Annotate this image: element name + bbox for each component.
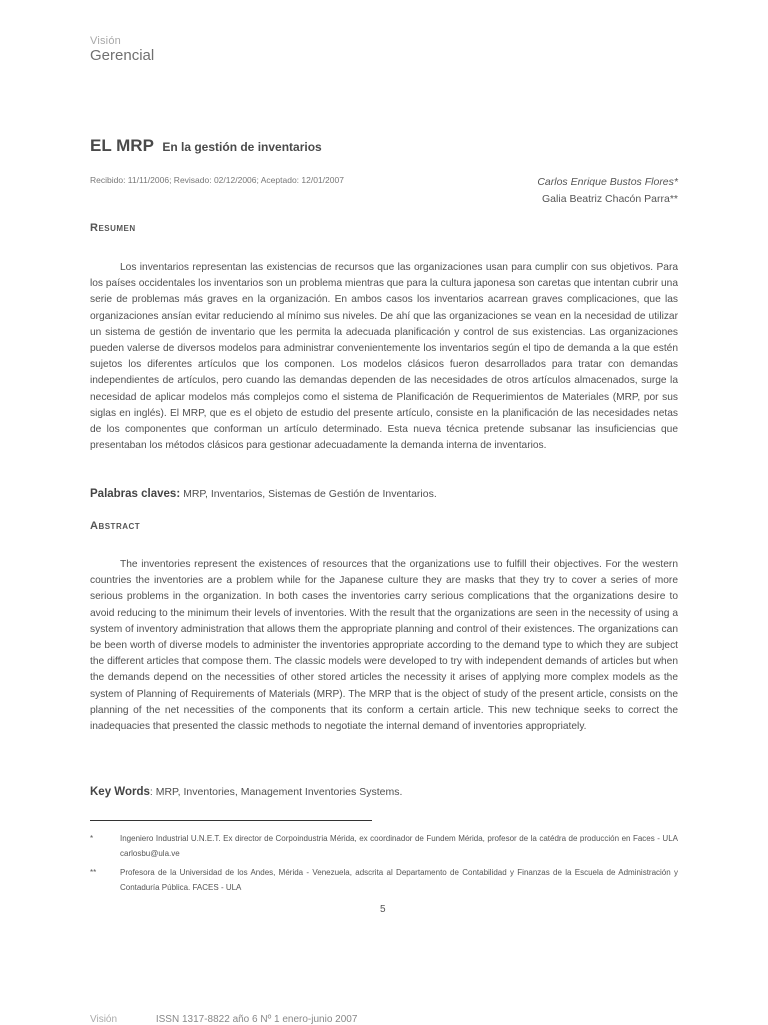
footnote-1: [90, 831, 678, 861]
key-words: [90, 786, 402, 798]
page-number: 5: [380, 904, 386, 915]
author-list: [537, 174, 678, 208]
article-title: [90, 136, 322, 156]
palabras-claves-label: Palabras claves:: [90, 488, 181, 500]
resumen-text: Los inventarios representan las existencias de recursos que las organizaciones usan para cumplir con sus objetivos. Para los países occidentales los inventarios son un problema mientras que para la cultura japonesa son caretas que intentan cubrir una serie de problemas más graves en la organización. En ambos casos los inventarios acarrean graves complicaciones, que las organizaciones ansían evitar reduciendo al mínimo sus niveles. De ahí que las organizaciones se vean en la necesidad de utilizar un sistema de gestión de inventario que les permita la adecuada planificación y control de sus existencias. Las organizaciones pueden valerse de diversos modelos para administrar convenientemente los inventarios según el tipo de demanda a la que estén sujetos los diferentes artículos que los componen. Los modelos clásicos fueron desarrollados para tratar con demandas independientes de artículos, pero cuando las demandas dependen de las necesidades de otros artículos almacenados, surge la necesidad de aplicar modelos más complejos como el sistema de Planificación de Requerimientos de Materiales (MRP, por sus siglas en inglés). El MRP, que es el objeto de estudio del presente artículo, consiste en la planificación de las necesidades netas de los componentes que conforman un artículo determinado. Esta nueva técnica pretende subsanar las insuficiencias que presentaban los métodos clásicos para gestionar adecuadamente la demanda interna de inventarios.: [90, 262, 678, 452]
footnote-1-mark: *: [90, 834, 94, 843]
abstract-text: The inventories represent the existences of resources that the organizations use to fulfill their objectives. For the western countries the inventories are a problem while for the Japanese culture they are masks that they try to cover a series of more serious problems in the organization. In both cases the inventories carry serious complications that the organizations desire to avoid reducing to the minimum their levels of inventories. With the result that the organizations are seen in the necessity of using a system of inventory administration that allows them the appropriate planning and control of their existences. The organizations can be been worth of diverse models to administer the inventories appropriate according to the demand type to which they are subject the different articles that compose them. The classic models were developed to try with independent demands of articles but when the demands depend on the necessities of other stored articles the necessity it arises of applying more complex models as the system of Planning of Requirements of Materials (MRP). The MRP that is the object of study of the present article, consists on the planning of the net necessities of the components that its conform a certain article. This new technique seeks to correct the inadequacies that presented the classic methods to negotiate the internal demand of inventories appropriately.: [90, 559, 678, 733]
palabras-claves-value: MRP, Inventarios, Sistemas de Gestión de Inventarios.: [183, 488, 437, 500]
footnote-1-text: Ingeniero Industrial U.N.E.T. Ex director de Corpoindustria Mérida, ex coordinador de Fundem Mérida, profesor de la catédra de producción en Faces - ULA carlosbu@ula.ve: [120, 834, 678, 858]
resumen-heading: Resumen: [90, 222, 136, 234]
footnote-divider: [90, 820, 372, 821]
article-dates: Recibido: 11/11/2006; Revisado: 02/12/2006; Aceptado: 12/01/2007: [90, 175, 344, 185]
footer-brand: Visión: [90, 1014, 118, 1025]
footnote-2: [90, 865, 678, 895]
footer-issn: ISSN 1317-8822 año 6 Nº 1 enero-junio 2007: [155, 1014, 358, 1025]
footnote-2-mark: **: [90, 868, 97, 877]
palabras-claves: [90, 488, 437, 500]
page-footer: [90, 1014, 357, 1025]
author-1: Carlos Enrique Bustos Flores*: [537, 176, 678, 188]
key-words-label: Key Words: [90, 786, 150, 798]
journal-logo: [90, 36, 154, 63]
abstract-heading: Abstract: [90, 520, 141, 532]
key-words-value: : MRP, Inventories, Management Inventories Systems.: [149, 786, 403, 798]
article-subtitle: En la gestión de inventarios: [162, 140, 322, 154]
author-2: Galia Beatriz Chacón Parra**: [542, 193, 678, 205]
journal-logo-small: Visión: [90, 35, 121, 47]
article-title-main: EL MRP: [90, 136, 154, 155]
journal-logo-big: Gerencial: [90, 47, 155, 64]
footnote-2-text: Profesora de la Universidad de los Andes, Mérida - Venezuela, adscrita al Departamento de Contabilidad y Finanzas de la Escuela de Administración y Contaduría Pública. FACES - ULA: [120, 868, 678, 892]
